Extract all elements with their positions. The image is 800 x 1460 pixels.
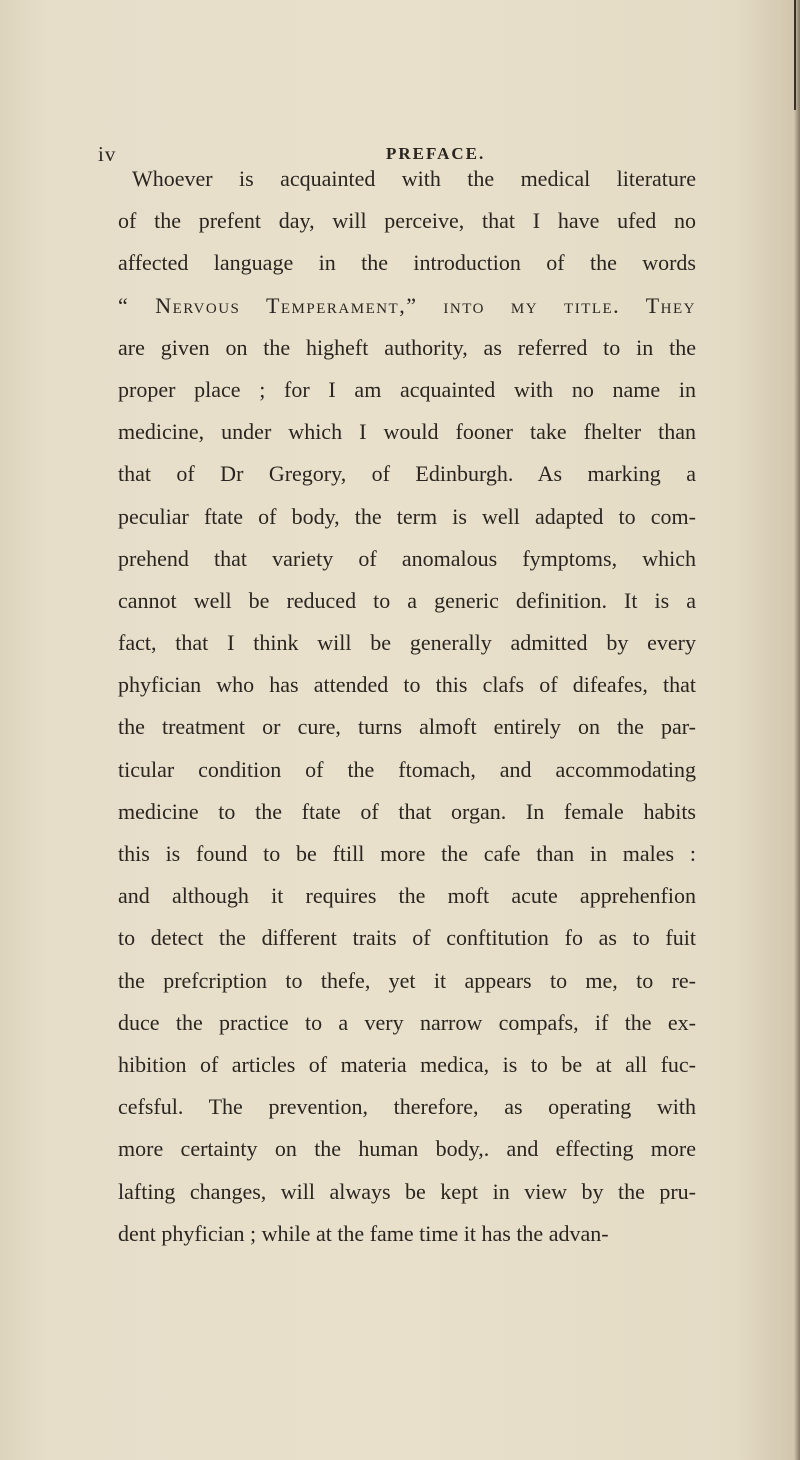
text-line: are given on the higheft authority, as referred to in the <box>118 334 696 360</box>
page-edge-shadow <box>794 0 800 1460</box>
text-line: to detect the different traits of conftitution fo as to fuit <box>118 925 696 951</box>
page-number: iv <box>98 142 117 166</box>
preface-text <box>118 158 696 1255</box>
text-line: of the prefent day, will perceive, that I have ufed no <box>118 208 696 234</box>
text-line: dent phyfician ; while at the fame time it has the advan- <box>118 1220 609 1246</box>
text-line: medicine to the ftate of that organ. In female habits <box>118 798 696 824</box>
text-line: peculiar ftate of body, the term is well adapted to com- <box>118 503 696 529</box>
text-line: that of Dr Gregory, of Edinburgh. As marking a <box>118 461 696 487</box>
text-line: phyfician who has attended to this clafs of difeafes, that <box>118 672 696 698</box>
text-line: more certainty on the human body,. and effecting more <box>118 1136 696 1162</box>
text-line: the prefcription to thefe, yet it appears to me, to re- <box>118 967 696 993</box>
text-line: hibition of articles of materia medica, is to be at all fuc- <box>118 1051 696 1077</box>
text-line: medicine, under which I would fooner take fhelter than <box>118 419 696 445</box>
text-line: fact, that I think will be generally admitted by every <box>118 630 696 656</box>
text-line: proper place ; for I am acquainted with no name in <box>118 376 696 402</box>
text-line: and although it requires the moft acute apprehenfion <box>118 883 696 909</box>
text-line: cefsful. The prevention, therefore, as operating with <box>118 1094 696 1120</box>
text-line: lafting changes, will always be kept in view by the pru- <box>118 1178 696 1204</box>
text-line: the treatment or cure, turns almoft entirely on the par- <box>118 714 696 740</box>
text-line: duce the practice to a very narrow compafs, if the ex- <box>118 1009 696 1035</box>
text-line: cannot well be reduced to a generic definition. It is a <box>118 587 696 613</box>
page-edge-line <box>794 0 796 110</box>
text-line: prehend that variety of anomalous fymptoms, which <box>118 545 696 571</box>
text-line: this is found to be ftill more the cafe than in males : <box>118 841 696 866</box>
text-line: affected language in the introduction of the words <box>118 250 696 276</box>
text-line: “ Nervous Temperament,” into my title. They <box>118 292 696 318</box>
running-head: PREFACE. <box>386 144 486 163</box>
text-line: ticular condition of the ftomach, and accommodating <box>118 756 696 782</box>
text-line: Whoever is acquainted with the medical literature <box>132 166 696 191</box>
